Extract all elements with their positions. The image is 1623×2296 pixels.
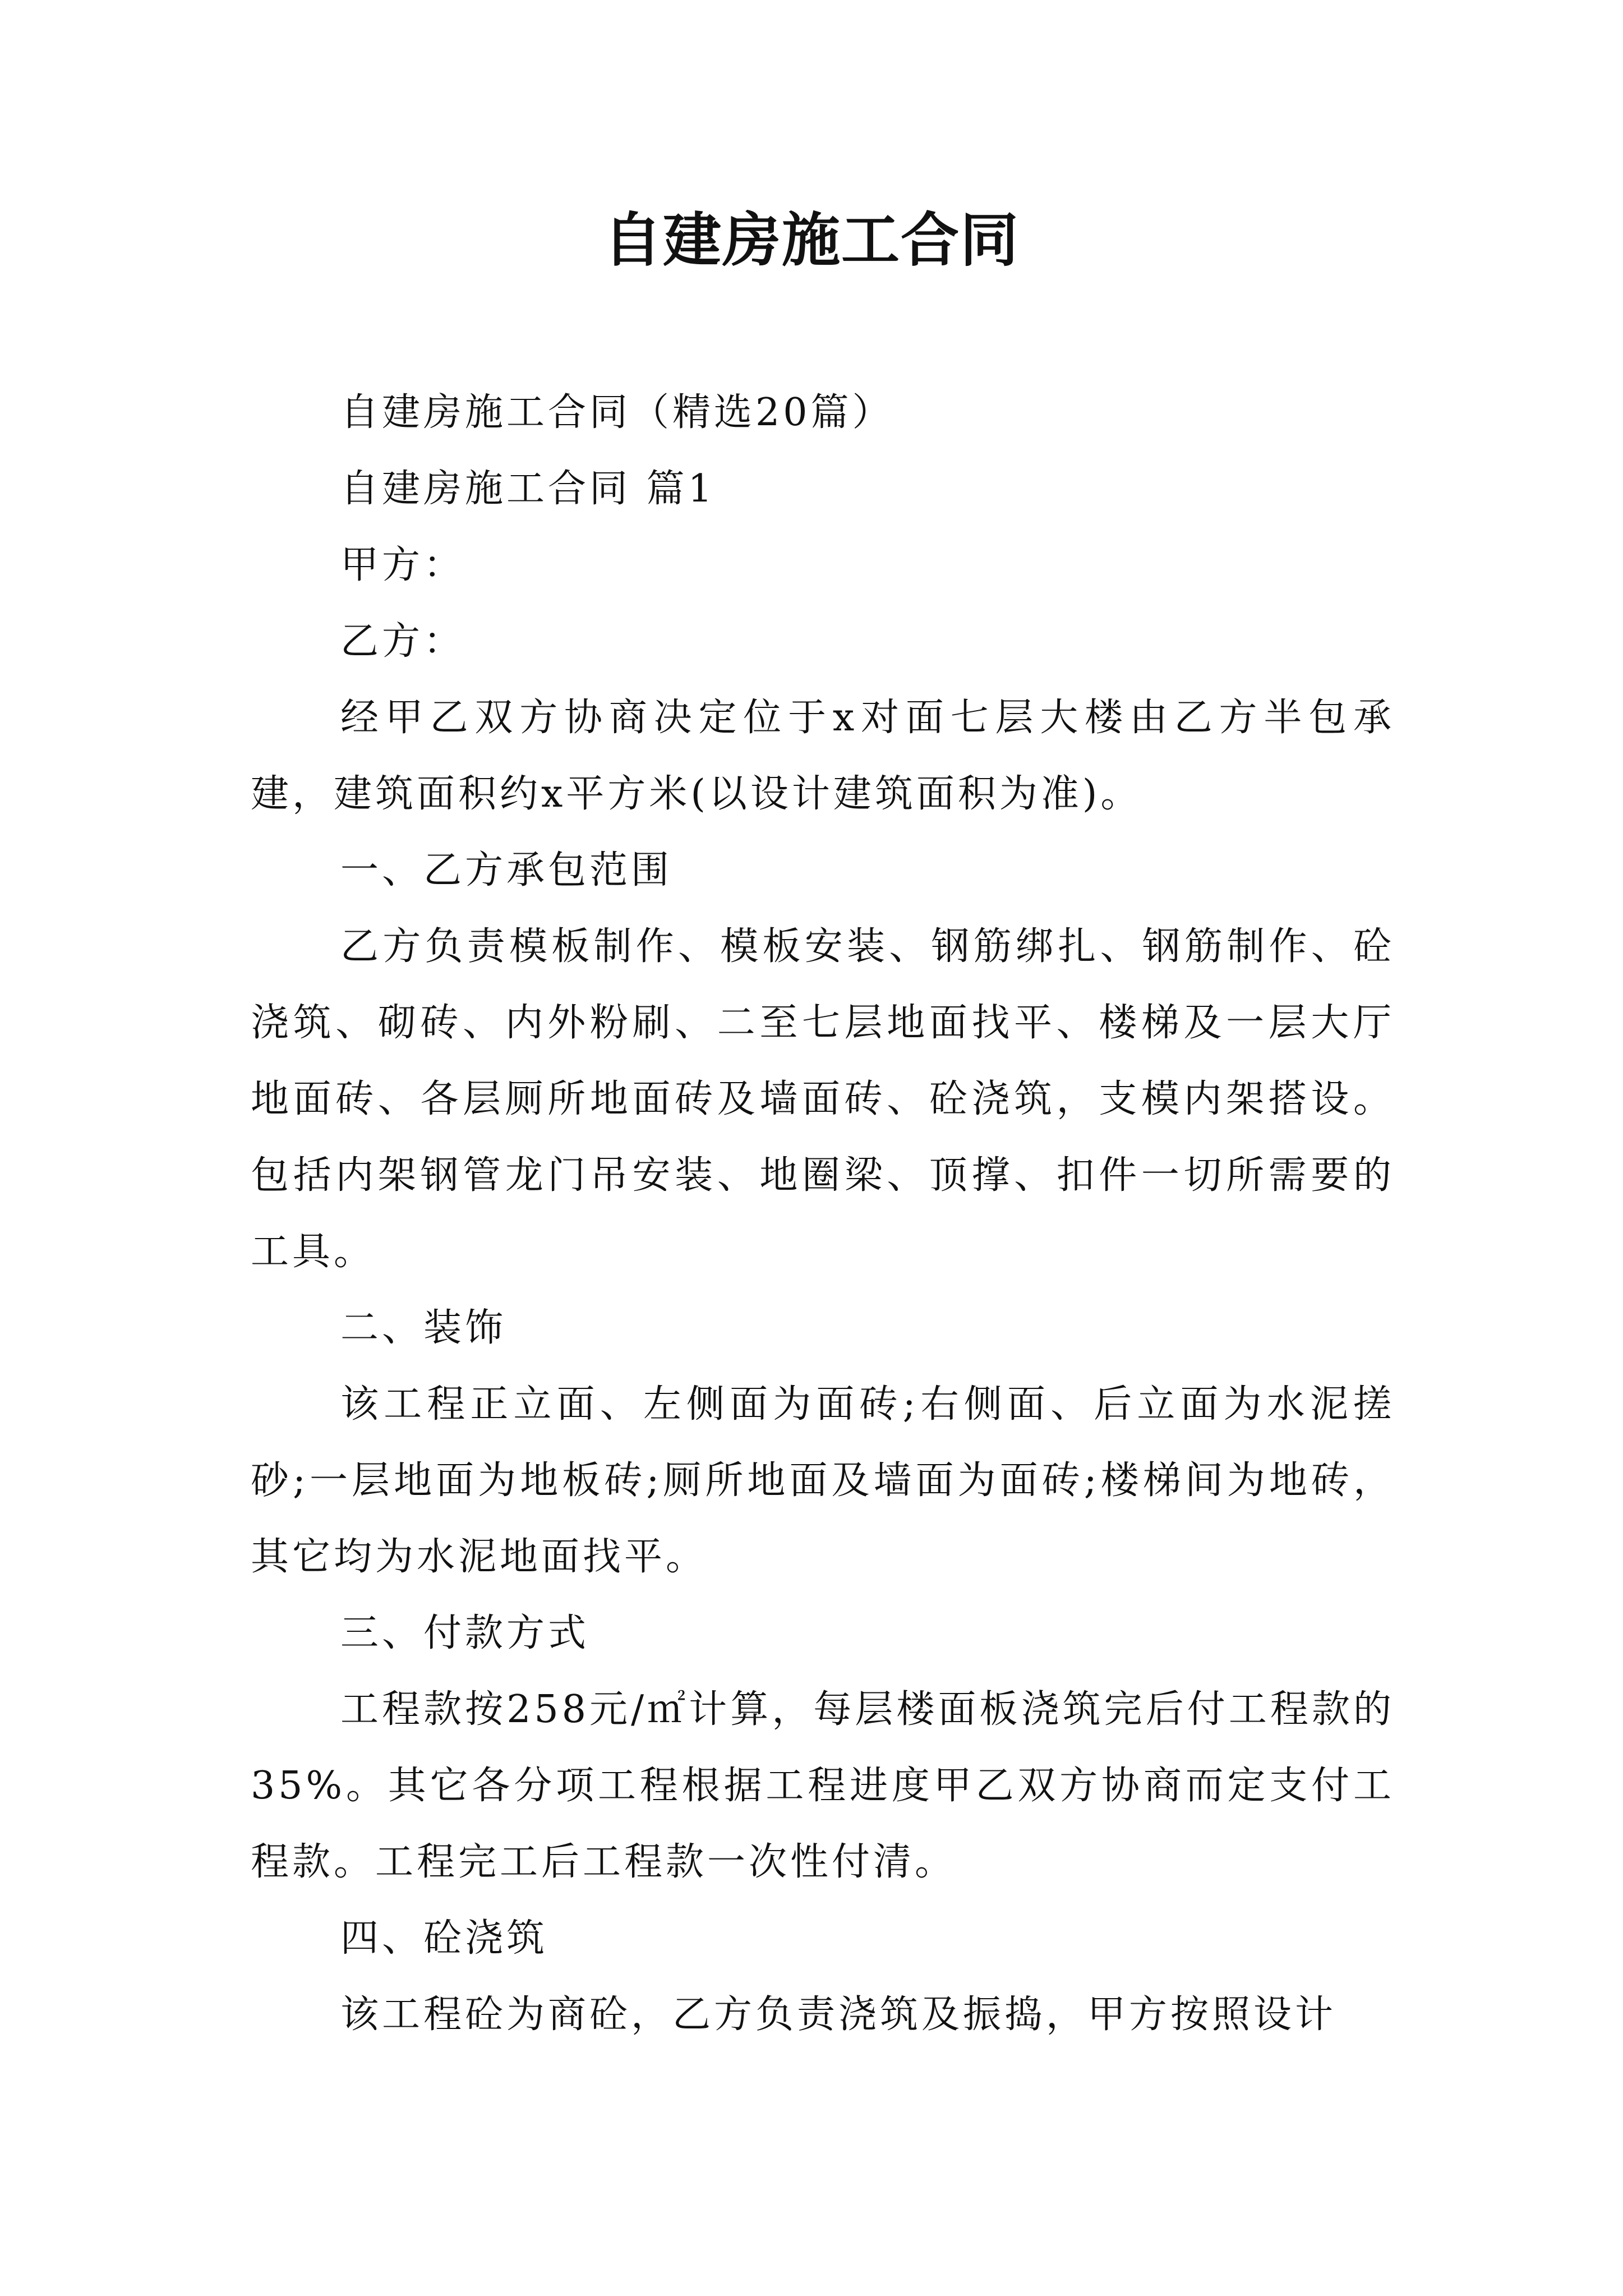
section-heading-scope: 一、乙方承包范围	[340, 848, 673, 892]
paragraph-article-heading: 自建房施工合同 篇1	[340, 467, 716, 511]
paragraph-decoration: 该工程正立面、左侧面为面砖;右侧面、后立面为水泥搓砂;一层地面为地板砖;厕所地面及墙面为面砖;楼梯间为地砖，其它均为水泥地面找平。	[251, 1382, 1395, 1579]
paragraph-scope: 乙方负责模板制作、模板安装、钢筋绑扎、钢筋制作、砼浇筑、砌砖、内外粉刷、二至七层地面找平、楼梯及一层大厅地面砖、各层厕所地面砖及墙面砖、砼浇筑，支模内架搭设。包括内架钢管龙门吊安装、地圈梁、顶撑、扣件一切所需要的工具。	[251, 924, 1395, 1274]
section-heading-payment: 三、付款方式	[340, 1611, 590, 1655]
section-heading-concrete: 四、砼浇筑	[340, 1916, 548, 1961]
section-heading-decoration: 二、装饰	[340, 1306, 507, 1350]
paragraph-subtitle: 自建房施工合同（精选20篇）	[340, 390, 894, 435]
paragraph-party-a: 甲方：	[340, 543, 465, 587]
paragraph-concrete: 该工程砼为商砼，乙方负责浇筑及振捣，甲方按照设计	[340, 1993, 1337, 2037]
paragraph-intro: 经甲乙双方协商决定位于x对面七层大楼由乙方半包承建，建筑面积约x平方米(以设计建筑面积为准)。	[251, 696, 1395, 816]
paragraph-party-b: 乙方：	[340, 619, 465, 664]
document-body	[251, 375, 1395, 2053]
document-title: 自建房施工合同	[603, 205, 1020, 274]
paragraph-payment: 工程款按258元/㎡计算，每层楼面板浇筑完后付工程款的35%。其它各分项工程根据工程进度甲乙双方协商而定支付工程款。工程完工后工程款一次性付清。	[251, 1687, 1395, 1884]
